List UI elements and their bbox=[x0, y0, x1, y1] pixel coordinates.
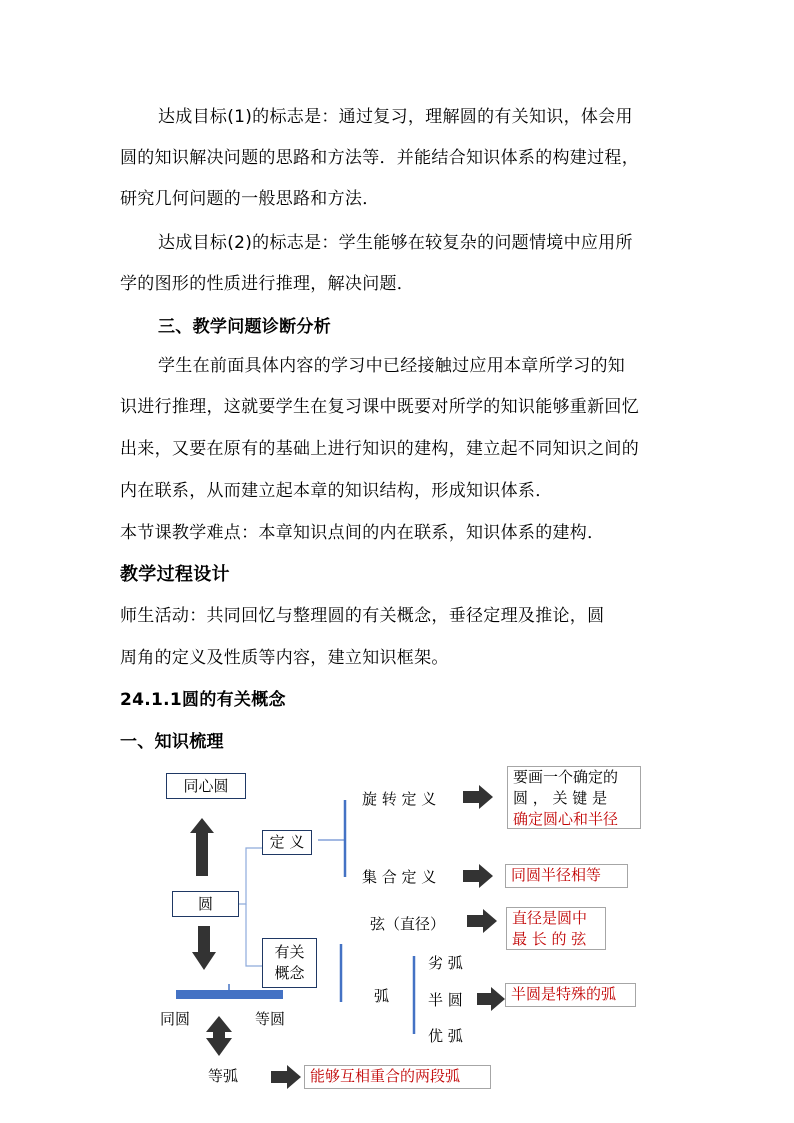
chord-label: 弦（直径） bbox=[370, 915, 446, 933]
related-concepts-box bbox=[262, 938, 317, 988]
semicircle-label: 半 圆 bbox=[428, 991, 463, 1009]
paragraph-2-line-1: 达成目标(2)的标志是：学生能够在较复杂的问题情境中应用所 bbox=[158, 233, 633, 253]
chord-note-line-2: 最 长 的 弦 bbox=[512, 930, 587, 948]
equal-arc-note-box: 能够互相重合的两段弧 bbox=[304, 1065, 491, 1089]
paragraph-5-line-2: 周角的定义及性质等内容，建立知识框架。 bbox=[120, 648, 449, 668]
set-note-box: 同圆半径相等 bbox=[505, 864, 628, 888]
equal-arc-label: 等弧 bbox=[208, 1067, 239, 1085]
right-arrow-icon bbox=[271, 1065, 301, 1089]
paragraph-5-line-1: 师生活动：共同回忆与整理圆的有关概念，垂径定理及推论，圆 bbox=[120, 606, 605, 626]
knowledge-heading: 一、知识梳理 bbox=[120, 732, 224, 752]
teaching-design-heading: 教学过程设计 bbox=[120, 564, 230, 585]
right-arrow-icon bbox=[463, 785, 493, 809]
set-definition-label: 集 合 定 义 bbox=[362, 868, 437, 886]
paragraph-2-line-2: 学的图形的性质进行推理，解决问题． bbox=[120, 274, 415, 294]
paragraph-3-line-2: 识进行推理，这就要学生在复习课中既要对所学的知识能够重新回忆 bbox=[120, 397, 639, 417]
paragraph-3-line-1: 学生在前面具体内容的学习中已经接触过应用本章所学习的知 bbox=[158, 356, 626, 376]
connector-line bbox=[239, 848, 262, 904]
circle-box: 圆 bbox=[172, 891, 239, 917]
rotation-note-line-2: 圆 ， 关 键 是 bbox=[513, 789, 608, 807]
subsection-heading: 24.1.1圆的有关概念 bbox=[120, 690, 286, 710]
paragraph-1-line-1: 达成目标(1)的标志是：通过复习，理解圆的有关知识，体会用 bbox=[158, 107, 633, 127]
related-concepts-line-1: 有关 bbox=[274, 943, 305, 961]
down-arrow-icon bbox=[192, 926, 216, 970]
paragraph-1-line-2: 圆的知识解决问题的思路和方法等．并能结合知识体系的构建过程， bbox=[120, 148, 639, 168]
double-arrow-icon bbox=[206, 1016, 232, 1056]
related-concepts-line-2: 概念 bbox=[274, 964, 305, 982]
rotation-note-line-3: 确定圆心和半径 bbox=[513, 810, 619, 828]
paragraph-4: 本节课教学难点：本章知识点间的内在联系，知识体系的建构． bbox=[120, 523, 605, 543]
right-arrow-icon bbox=[467, 909, 497, 933]
semicircle-note-box: 半圆是特殊的弧 bbox=[505, 983, 636, 1007]
right-arrow-icon bbox=[463, 864, 493, 888]
right-arrow-icon bbox=[477, 987, 505, 1011]
same-circle-label: 同圆 bbox=[160, 1010, 191, 1028]
rotation-definition-label: 旋 转 定 义 bbox=[362, 790, 437, 808]
connector-line bbox=[246, 904, 262, 966]
concentric-circle-box: 同心圆 bbox=[166, 773, 246, 799]
section-3-heading: 三、教学问题诊断分析 bbox=[158, 317, 331, 337]
paragraph-3-line-4: 内在联系，从而建立起本章的知识结构，形成知识体系． bbox=[120, 481, 553, 501]
major-arc-label: 优 弧 bbox=[428, 1027, 463, 1045]
chord-note-line-1: 直径是圆中 bbox=[512, 909, 588, 927]
chord-note-box bbox=[506, 907, 606, 950]
rotation-note-line-1: 要画一个确定的 bbox=[513, 768, 619, 786]
up-arrow-icon bbox=[190, 818, 214, 876]
paragraph-3-line-3: 出来，又要在原有的基础上进行知识的建构，建立起不同知识之间的 bbox=[120, 439, 639, 459]
equal-circle-label: 等圆 bbox=[255, 1010, 286, 1028]
minor-arc-label: 劣 弧 bbox=[428, 954, 463, 972]
arc-label: 弧 bbox=[374, 987, 390, 1005]
paragraph-1-line-3: 研究几何问题的一般思路和方法． bbox=[120, 189, 380, 209]
definition-box: 定 义 bbox=[262, 830, 312, 855]
circle-bracket-bar bbox=[176, 990, 283, 999]
rotation-note-box bbox=[507, 766, 641, 829]
